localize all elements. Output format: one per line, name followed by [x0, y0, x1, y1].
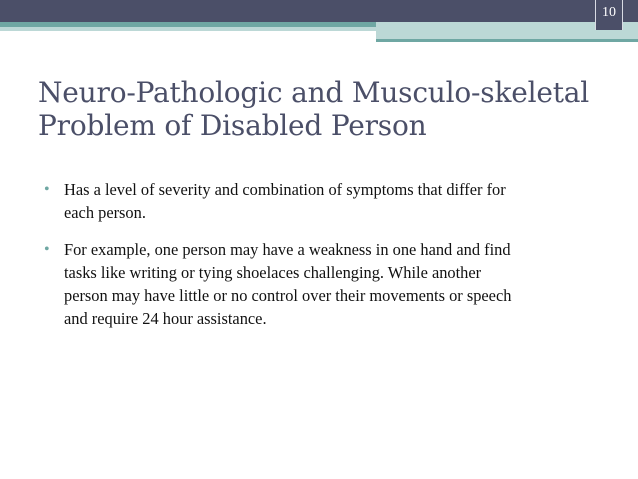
bullet-line: For example, one person may have a weakness in one hand and find	[64, 240, 511, 259]
slide-title	[38, 76, 618, 142]
bullet-line: and require 24 hour assistance.	[64, 309, 267, 328]
bullet-item	[44, 178, 604, 224]
bullet-dot-icon: •	[44, 181, 50, 198]
page-number: 10	[595, 0, 623, 30]
bullet-item	[44, 238, 604, 330]
bullet-line: each person.	[64, 203, 146, 222]
bullet-line: Has a level of severity and combination of symptoms that differ for	[64, 180, 506, 199]
bullet-dot-icon: •	[44, 241, 50, 258]
slide-title-line-1: Neuro-Pathologic and Musculo-skeletal	[38, 76, 590, 109]
header-bar	[0, 0, 638, 22]
slide-title-line-2: Problem of Disabled Person	[38, 109, 427, 142]
bullet-list	[44, 178, 604, 344]
bullet-line: tasks like writing or tying shoelaces challenging. While another	[64, 263, 482, 282]
bullet-line: person may have little or no control over their movements or speech	[64, 286, 512, 305]
header-tab-line	[376, 39, 638, 42]
